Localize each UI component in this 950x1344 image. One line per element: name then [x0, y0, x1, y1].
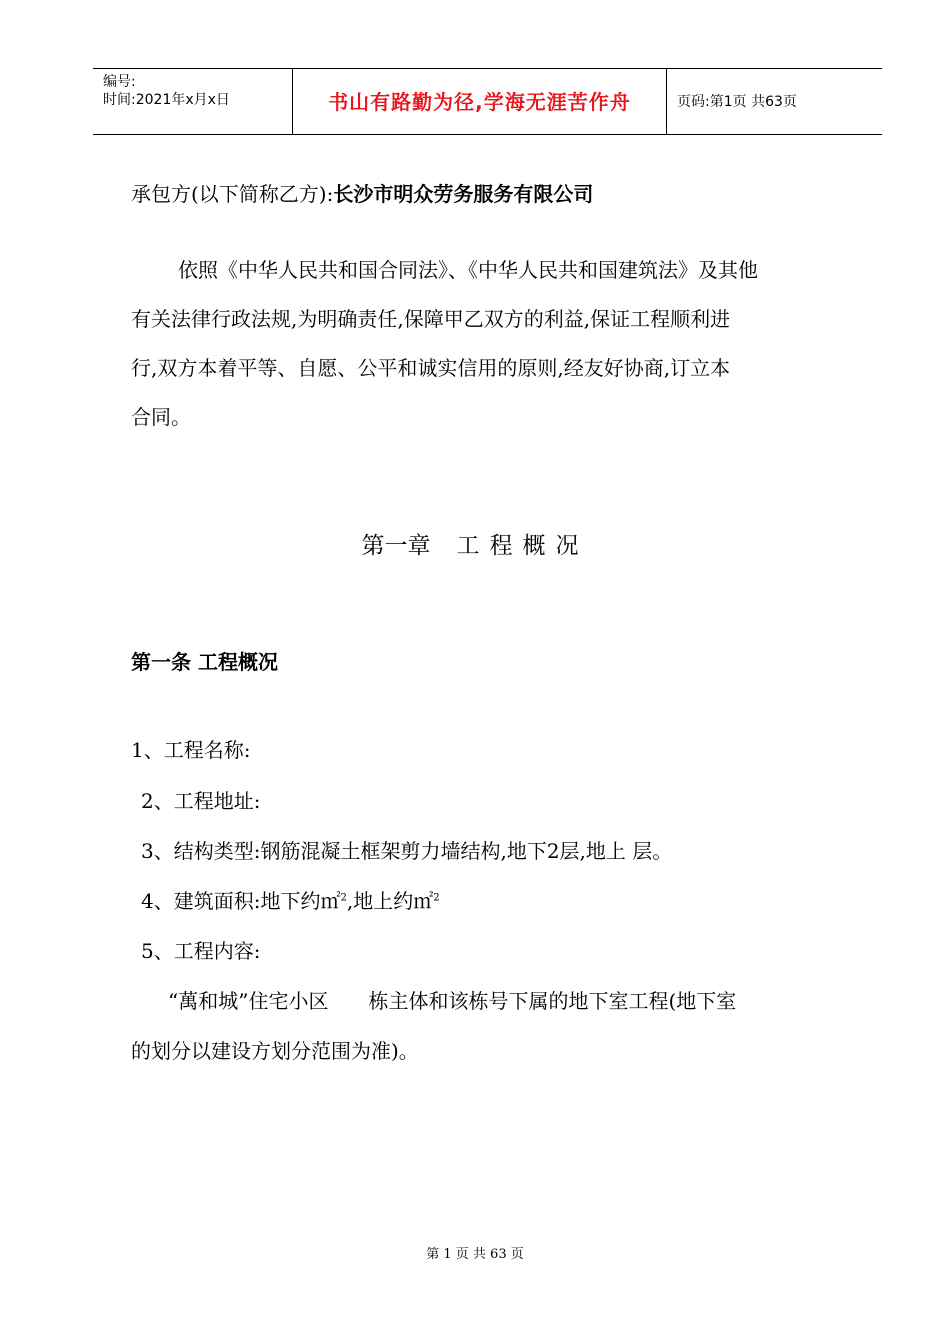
article-title: 第一条 工程概况 — [131, 650, 278, 674]
document-header — [93, 68, 882, 135]
intro-paragraph-line: 依照《中华人民共和国合同法》、《中华人民共和国建筑法》及其他 — [178, 258, 758, 282]
item-project-name: 1、工程名称: — [131, 738, 251, 762]
item-project-content: 5、工程内容: — [141, 939, 261, 963]
building-area-underground: 4、建筑面积:地下约㎡ — [141, 889, 341, 913]
building-area-above: ,地上约㎡ — [346, 889, 434, 913]
header-meta-cell — [93, 69, 293, 134]
chapter-heading — [0, 532, 950, 560]
area-exponent: 2 — [340, 892, 347, 904]
document-time-label: 时间:2021年x月x日 — [103, 92, 230, 108]
item-project-address: 2、工程地址: — [141, 789, 261, 813]
item-structure-type: 3、结构类型:钢筋混凝土框架剪力墙结构,地下2层,地上 层。 — [141, 839, 673, 863]
intro-paragraph-line: 行,双方本着平等、自愿、公平和诚实信用的原则,经友好协商,订立本 — [131, 356, 731, 380]
document-number-label: 编号: — [103, 74, 136, 90]
chapter-title: 工程概况 — [456, 533, 589, 559]
intro-paragraph-line: 合同。 — [131, 405, 191, 429]
intro-paragraph-line: 有关法律行政法规,为明确责任,保障甲乙双方的利益,保证工程顺利进 — [131, 307, 731, 331]
contractor-line — [131, 182, 593, 206]
project-content-line: 的划分以建设方划分范围为准)。 — [131, 1039, 419, 1063]
project-content-line: “萬和城”住宅小区 栋主体和该栋号下属的地下室工程(地下室 — [168, 989, 737, 1013]
contractor-label: 承包方(以下简称乙方): — [131, 182, 334, 206]
area-exponent: 2 — [433, 892, 440, 904]
header-motto: 书山有路勤为径,学海无涯苦作舟 — [293, 69, 667, 134]
contractor-name: 长沙市明众劳务服务有限公司 — [333, 182, 594, 206]
header-page-label: 页码:第1页 共63页 — [677, 94, 797, 110]
page-footer: 第 1 页 共 63 页 — [426, 1247, 524, 1262]
chapter-number: 第一章 — [361, 533, 431, 559]
item-building-area — [141, 889, 440, 913]
